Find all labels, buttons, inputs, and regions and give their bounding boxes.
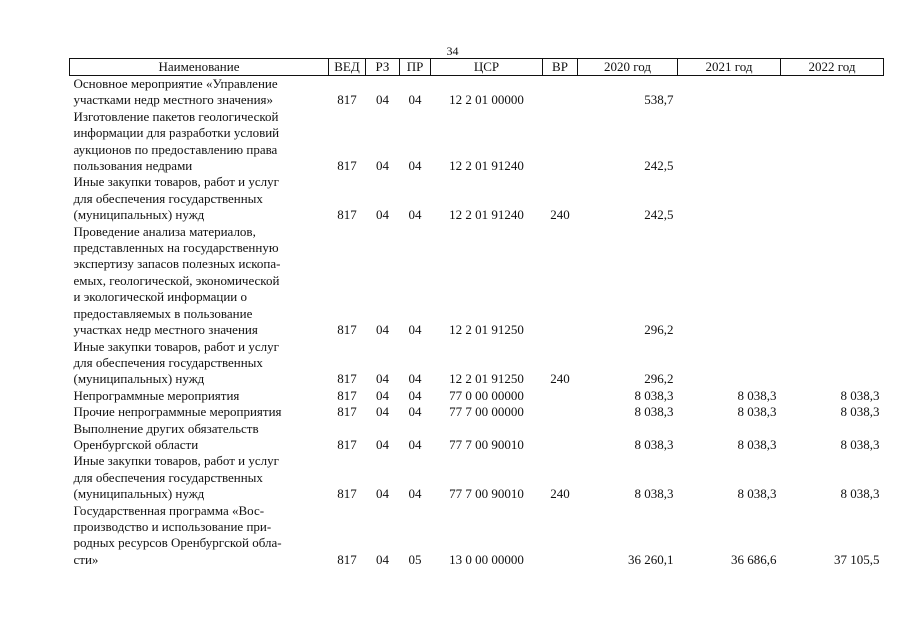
- cell-y2021: 8 038,3: [737, 404, 777, 420]
- table-row: [70, 339, 884, 388]
- cell-name: Непрограммные мероприятия: [73, 387, 240, 403]
- cell-y2021: [678, 76, 781, 109]
- cell-pr: 04: [408, 404, 422, 420]
- cell-pr: 04: [408, 322, 422, 338]
- cell-y2020: 8 038,3: [634, 404, 674, 420]
- cell-ved: 817: [337, 436, 357, 452]
- cell-vr: 240: [550, 207, 570, 223]
- cell-ved: 817: [337, 387, 357, 403]
- cell-y2020: 36 260,1: [628, 551, 674, 567]
- cell-name: Государственная программа «Вос- производство и использование при- родных ресурсов Оренбургской обла- сти»: [73, 502, 282, 567]
- cell-y2022: [781, 224, 884, 339]
- table-row: [70, 453, 884, 502]
- cell-ved: 817: [337, 404, 357, 420]
- cell-y2021: 36 686,6: [731, 551, 777, 567]
- table-row: [70, 503, 884, 569]
- table-row: [70, 421, 884, 454]
- cell-y2020: 296,2: [644, 371, 674, 387]
- cell-vr: [543, 76, 578, 109]
- cell-name: Прочие непрограммные мероприятия: [73, 404, 282, 420]
- cell-pr: 05: [408, 551, 422, 567]
- cell-name: Проведение анализа материалов, представленных на государственную экспертизу запасов полезных ископа- емых, геологической, экономической и экологической информации о предоставляемых в пользование участках недр местного значения: [73, 223, 281, 338]
- cell-ved: 817: [337, 92, 357, 108]
- cell-ved: 817: [337, 551, 357, 567]
- cell-csr: 12 2 01 91250: [449, 371, 524, 387]
- cell-rz: 04: [376, 551, 389, 567]
- cell-pr: 04: [408, 371, 422, 387]
- header-rz: РЗ: [366, 59, 400, 76]
- cell-pr: 04: [408, 436, 422, 452]
- cell-pr: 04: [408, 207, 422, 223]
- cell-rz: 04: [376, 436, 389, 452]
- cell-rz: 04: [376, 371, 389, 387]
- cell-csr: 12 2 01 91240: [449, 207, 524, 223]
- cell-rz: 04: [376, 322, 389, 338]
- cell-y2021: [678, 339, 781, 388]
- cell-y2022: [781, 76, 884, 109]
- table-body: [70, 76, 884, 569]
- cell-y2020: 8 038,3: [634, 486, 674, 502]
- cell-csr: 77 7 00 90010: [449, 436, 524, 452]
- cell-pr: 04: [408, 486, 422, 502]
- cell-csr: 12 2 01 00000: [449, 92, 524, 108]
- cell-y2022: [781, 109, 884, 175]
- cell-vr: 240: [550, 371, 570, 387]
- cell-csr: 77 0 00 00000: [449, 387, 524, 403]
- cell-y2022: [781, 339, 884, 388]
- cell-csr: 77 7 00 00000: [449, 404, 524, 420]
- header-2021: 2021 год: [678, 59, 781, 76]
- cell-y2020: 538,7: [644, 92, 674, 108]
- cell-csr: 77 7 00 90010: [449, 486, 524, 502]
- cell-pr: 04: [408, 158, 422, 174]
- cell-name: Выполнение других обязательств Оренбургской области: [73, 420, 259, 452]
- cell-y2021: [678, 109, 781, 175]
- cell-y2020: 8 038,3: [634, 436, 674, 452]
- cell-y2021: [678, 174, 781, 223]
- table-row: [70, 109, 884, 175]
- cell-y2020: 242,5: [644, 207, 674, 223]
- cell-y2021: 8 038,3: [737, 436, 777, 452]
- cell-y2022: 8 038,3: [840, 387, 880, 403]
- table-row: [70, 404, 884, 420]
- table-row: [70, 388, 884, 404]
- table-header-row: [70, 59, 884, 76]
- cell-y2021: 8 038,3: [737, 387, 777, 403]
- cell-y2022: 8 038,3: [840, 436, 880, 452]
- header-vr: ВР: [543, 59, 578, 76]
- header-pr: ПР: [400, 59, 431, 76]
- cell-ved: 817: [337, 371, 357, 387]
- cell-name: Изготовление пакетов геологической информации для разработки условий аукционов по предоставлению права пользования недрами: [73, 108, 280, 174]
- cell-name: Иные закупки товаров, работ и услуг для обеспечения государственных (муниципальных) нужд: [73, 453, 279, 502]
- cell-y2022: 8 038,3: [840, 486, 880, 502]
- header-ved: ВЕД: [329, 59, 366, 76]
- cell-y2020: 8 038,3: [634, 387, 674, 403]
- cell-vr: [543, 404, 578, 420]
- table-row: [70, 224, 884, 339]
- cell-name: Основное мероприятие «Управление участками недр местного значения»: [73, 76, 278, 108]
- cell-y2022: 8 038,3: [840, 404, 880, 420]
- cell-y2021: 8 038,3: [737, 486, 777, 502]
- cell-vr: [543, 109, 578, 175]
- header-name: Наименование: [70, 59, 329, 76]
- cell-rz: 04: [376, 404, 389, 420]
- cell-csr: 12 2 01 91250: [449, 322, 524, 338]
- cell-name: Иные закупки товаров, работ и услуг для обеспечения государственных (муниципальных) нужд: [73, 174, 279, 223]
- cell-vr: [543, 503, 578, 569]
- header-2022: 2022 год: [781, 59, 884, 76]
- cell-y2021: [678, 224, 781, 339]
- cell-vr: [543, 224, 578, 339]
- cell-y2020: 296,2: [644, 322, 674, 338]
- cell-rz: 04: [376, 158, 389, 174]
- page-number: 34: [446, 44, 459, 58]
- cell-y2022: [781, 174, 884, 223]
- table-row: [70, 76, 884, 109]
- cell-rz: 04: [376, 387, 389, 403]
- budget-table: [69, 58, 884, 568]
- cell-csr: 13 0 00 00000: [449, 551, 524, 567]
- cell-rz: 04: [376, 207, 389, 223]
- cell-rz: 04: [376, 486, 389, 502]
- cell-ved: 817: [337, 486, 357, 502]
- cell-name: Иные закупки товаров, работ и услуг для обеспечения государственных (муниципальных) нужд: [73, 338, 279, 387]
- cell-csr: 12 2 01 91240: [449, 158, 524, 174]
- cell-vr: [543, 421, 578, 454]
- header-2020: 2020 год: [578, 59, 678, 76]
- cell-y2022: 37 105,5: [834, 551, 880, 567]
- cell-vr: 240: [550, 486, 570, 502]
- cell-ved: 817: [337, 322, 357, 338]
- cell-rz: 04: [376, 92, 389, 108]
- cell-y2020: 242,5: [644, 158, 674, 174]
- cell-vr: [543, 388, 578, 404]
- cell-ved: 817: [337, 158, 357, 174]
- cell-pr: 04: [408, 92, 422, 108]
- cell-pr: 04: [408, 387, 422, 403]
- cell-ved: 817: [337, 207, 357, 223]
- table-row: [70, 174, 884, 223]
- header-csr: ЦСР: [431, 59, 543, 76]
